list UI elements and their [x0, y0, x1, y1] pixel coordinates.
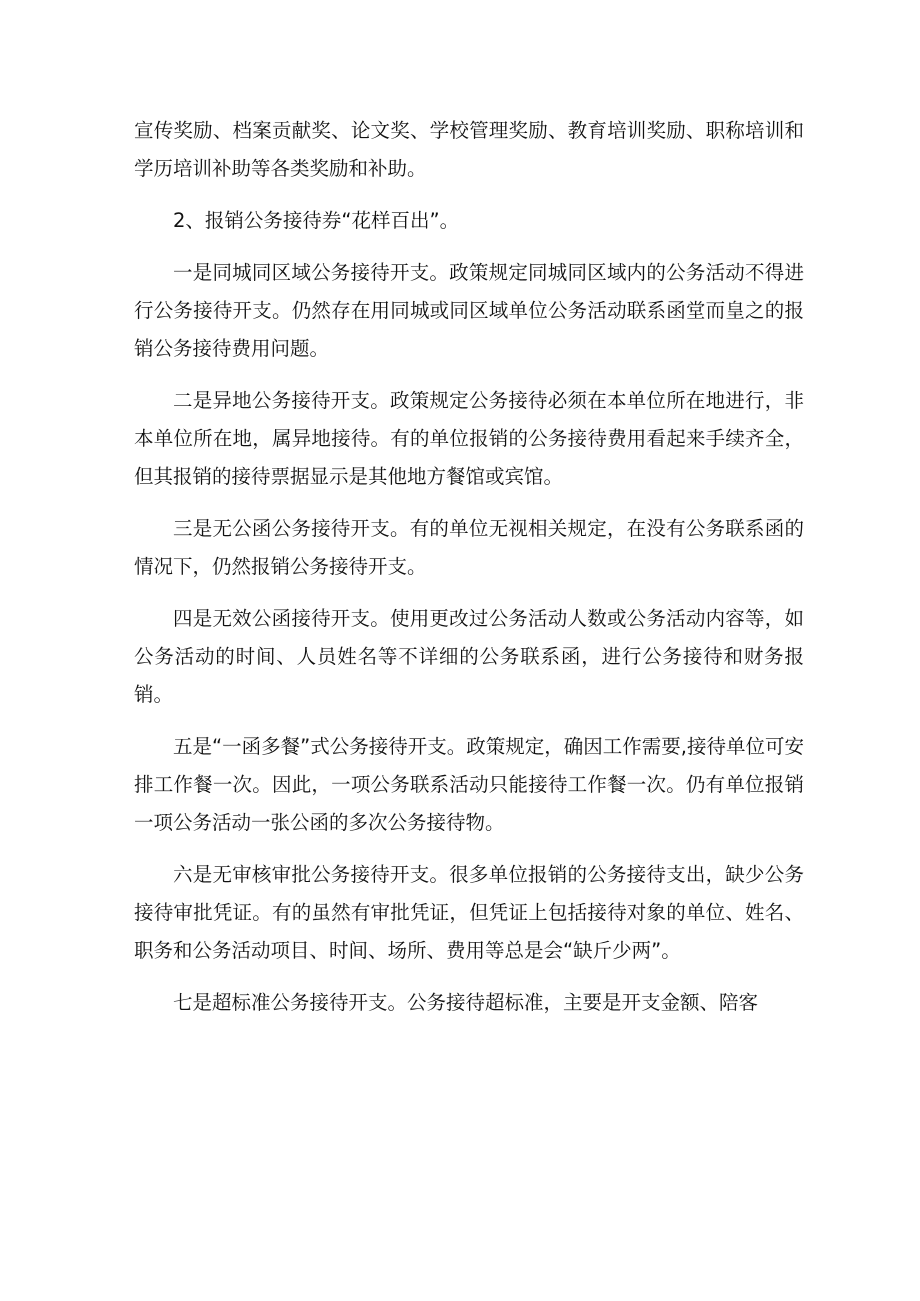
paragraph-item-5: 五是“一函多餐”式公务接待开支。政策规定，确因工作需要,接待单位可安排工作餐一次。因此，一项公务联系活动只能接待工作餐一次。仍有单位报销一项公务活动一张公函的多次公务接待物。	[134, 735, 804, 834]
paragraph-item-7: 七是超标准公务接待开支。公务接待超标准，主要是开支金额、陪客	[173, 991, 759, 1014]
document-body	[134, 112, 804, 1036]
paragraph-item-1: 一是同城同区域公务接待开支。政策规定同城同区域内的公务活动不得进行公务接待开支。仍然存在用同城或同区域单位公务活动联系函堂而皇之的报销公务接待费用问题。	[134, 261, 804, 360]
paragraph-continuation: 宣传奖励、档案贡献奖、论文奖、学校管理奖励、教育培训奖励、职称培训和学历培训补助等各类奖励和补助。	[134, 119, 804, 180]
paragraph-section-heading: 2、报销公务接待券“花样百出”。	[173, 209, 460, 232]
paragraph-item-6: 六是无审核审批公务接待开支。很多单位报销的公务接待支出，缺少公务接待审批凭证。有的虽然有审批凭证，但凭证上包括接待对象的单位、姓名、职务和公务活动项目、时间、场所、费用等总是会“缺斤少两”。	[134, 863, 804, 962]
paragraph-item-3: 三是无公函公务接待开支。有的单位无视相关规定，在没有公务联系函的情况下，仍然报销公务接待开支。	[134, 517, 804, 578]
paragraph-item-2: 二是异地公务接待开支。政策规定公务接待必须在本单位所在地进行，非本单位所在地，属异地接待。有的单位报销的公务接待费用看起来手续齐全，但其报销的接待票据显示是其他地方餐馆或宾馆。	[134, 389, 804, 488]
paragraph-item-4: 四是无效公函接待开支。使用更改过公务活动人数或公务活动内容等，如公务活动的时间、人员姓名等不详细的公务联系函，进行公务接待和财务报销。	[134, 607, 804, 706]
